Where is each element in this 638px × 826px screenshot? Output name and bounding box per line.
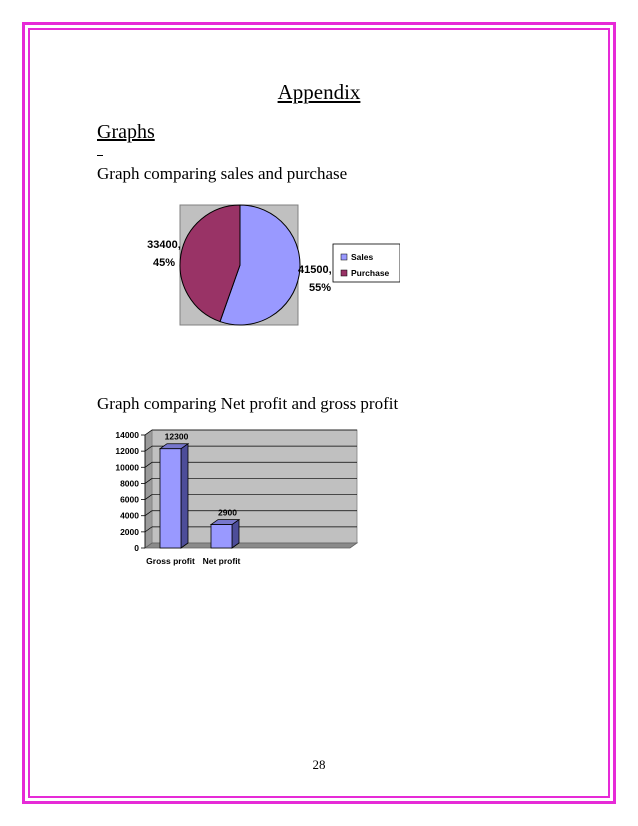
section-heading-graphs: Graphs — [97, 121, 155, 143]
bar-value-label-gross-profit: 12300 — [164, 431, 189, 442]
bar-side-gross-profit — [181, 444, 188, 548]
bar-chart — [95, 420, 370, 570]
pie-slices — [180, 205, 300, 325]
page-number: 28 — [312, 757, 326, 772]
pie-slice-sales-value-label: 41500, — [298, 264, 332, 276]
y-tick-label: 2000 — [120, 526, 139, 537]
legend-label-sales: Sales — [351, 252, 374, 262]
legend-label-purchase: Purchase — [351, 268, 390, 278]
y-tick-label: 12000 — [115, 446, 139, 457]
bar-gross-profit — [160, 449, 181, 548]
caption-bar-chart: Graph comparing Net profit and gross profit — [97, 394, 399, 413]
y-tick-label: 6000 — [120, 494, 139, 505]
bar-value-label-net-profit: 2900 — [218, 507, 237, 518]
stray-underline-mark — [97, 155, 103, 156]
y-tick-label: 0 — [134, 543, 139, 553]
page-title: Appendix — [277, 80, 361, 104]
bar-net-profit — [211, 525, 232, 548]
legend-swatch-sales — [341, 254, 347, 260]
legend-swatch-purchase — [341, 270, 347, 276]
y-tick-label: 8000 — [120, 478, 139, 489]
pie-chart — [120, 195, 400, 330]
bar-chart-y-ticks — [115, 430, 145, 553]
y-tick-label: 4000 — [120, 510, 139, 521]
caption-pie-chart: Graph comparing sales and purchase — [97, 164, 348, 183]
bar-chart-side-wall — [145, 430, 152, 548]
x-category-label-net-profit: Net profit — [202, 556, 241, 566]
x-category-label-gross-profit: Gross profit — [146, 556, 195, 566]
pie-legend — [333, 244, 400, 282]
pie-slice-purchase-value-label: 33400, — [147, 239, 181, 251]
pie-slice-sales-percent-label: 55% — [308, 282, 332, 294]
pie-slice-purchase-percent-label: 45% — [152, 257, 176, 269]
y-tick-label: 10000 — [115, 462, 139, 473]
y-tick-label: 14000 — [115, 430, 139, 440]
bar-chart-categories — [146, 556, 240, 566]
